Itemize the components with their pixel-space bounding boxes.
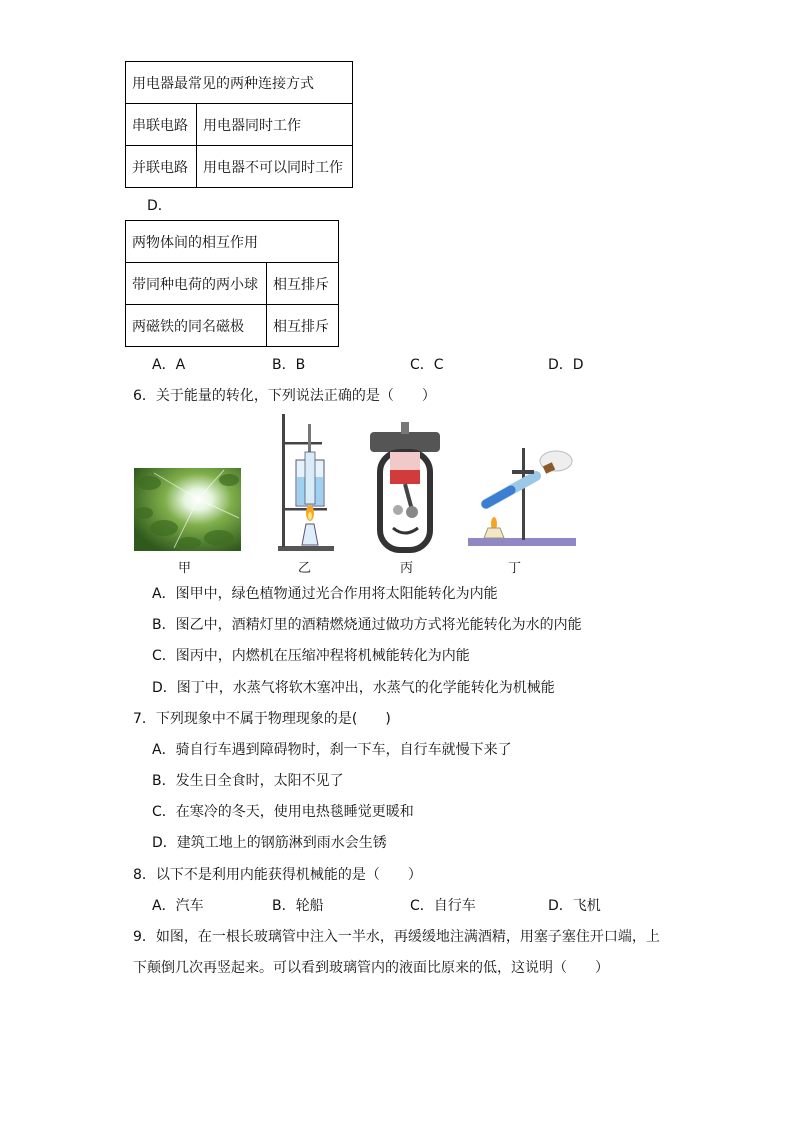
q6-option-b: B．图乙中，酒精灯里的酒精燃烧通过做功方式将光能转化为水的内能: [152, 617, 582, 633]
choice-c: C．C: [410, 357, 444, 373]
q8-option-c: C．自行车: [410, 898, 476, 914]
table-row: [126, 104, 353, 146]
table-cell: 并联电路: [126, 146, 197, 188]
q7-option-c: C．在寒冷的冬天，使用电热毯睡觉更暖和: [152, 804, 414, 820]
table-cell: 用电器同时工作: [197, 104, 353, 146]
q7-option-a: A．骑自行车遇到障碍物时，刹一下车，自行车就慢下来了: [152, 742, 512, 758]
table-cell: 串联电路: [126, 104, 197, 146]
q6-option-a: A．图甲中，绿色植物通过光合作用将太阳能转化为内能: [152, 586, 498, 602]
choice-a: A．A: [152, 357, 186, 373]
q7-option-b: B．发生日全食时，太阳不见了: [152, 773, 344, 789]
q8-option-a: A．汽车: [152, 898, 204, 914]
engine-diagram: [368, 420, 442, 555]
table-header: 两物体间的相互作用: [126, 221, 339, 263]
table-cell: 带同种电荷的两小球: [126, 263, 267, 305]
question-9-line-1: 9．如图，在一根长玻璃管中注入一半水，再缓缓地注满酒精，用塞子塞住开口端，上: [133, 929, 660, 945]
question-6-stem: 6．关于能量的转化，下列说法正确的是（ ）: [133, 388, 436, 404]
table-cell: 相互排斥: [267, 263, 339, 305]
test-tube-cork-apparatus: [466, 446, 580, 550]
caption-yi: 乙: [298, 561, 312, 576]
table-cell: 用电器不可以同时工作: [197, 146, 353, 188]
q7-option-d: D．建筑工地上的钢筋淋到雨水会生锈: [152, 835, 387, 851]
question-7-stem: 7．下列现象中不属于物理现象的是( ): [133, 711, 391, 727]
q8-option-d: D．飞机: [548, 898, 601, 914]
caption-ding: 丁: [508, 561, 522, 576]
question-9-line-2: 下颠倒几次再竖起来。可以看到玻璃管内的液面比原来的低，这说明（ ）: [133, 960, 609, 976]
table-row: [126, 263, 339, 305]
table-interaction: [125, 220, 339, 347]
alcohol-lamp-apparatus: [272, 412, 338, 552]
choice-b: B．B: [272, 357, 306, 373]
choice-d: D．D: [548, 357, 584, 373]
caption-bing: 丙: [400, 561, 414, 576]
q8-option-b: B．轮船: [272, 898, 324, 914]
option-d-label: D．: [147, 198, 172, 214]
table-header: 用电器最常见的两种连接方式: [126, 62, 353, 104]
table-row: [126, 146, 353, 188]
q6-option-d: D．图丁中，水蒸气将软木塞冲出，水蒸气的化学能转化为机械能: [152, 680, 555, 696]
question-8-stem: 8．以下不是利用内能获得机械能的是（ ）: [133, 867, 422, 883]
table-row: [126, 305, 339, 347]
q6-option-c: C．图丙中，内燃机在压缩冲程将机械能转化为内能: [152, 648, 470, 664]
table-cell: 两磁铁的同名磁极: [126, 305, 267, 347]
table-connection-methods: [125, 61, 353, 188]
table-cell: 相互排斥: [267, 305, 339, 347]
caption-jia: 甲: [178, 561, 192, 576]
leaves-sunlight-image: [134, 468, 241, 551]
